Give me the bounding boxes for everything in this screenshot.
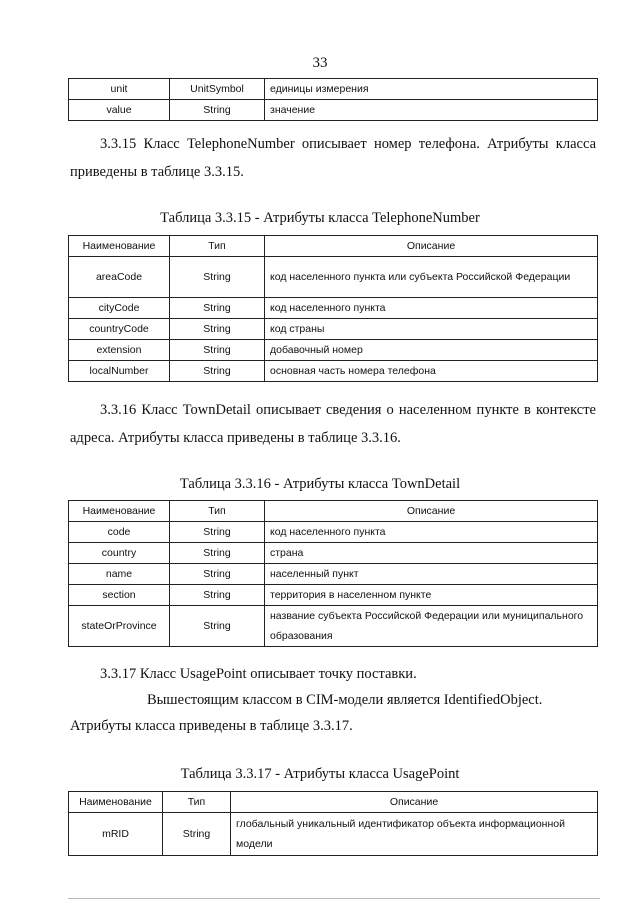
attr-name: unit <box>69 79 170 100</box>
page-bottom-divider <box>68 898 600 899</box>
table-row <box>69 361 598 382</box>
attr-type: String <box>170 257 265 298</box>
table-row <box>69 79 598 100</box>
attr-type: String <box>170 340 265 361</box>
attr-desc: страна <box>265 543 598 564</box>
attr-name: extension <box>69 340 170 361</box>
attr-type: String <box>163 813 231 856</box>
table-town-detail <box>68 500 598 647</box>
table-row <box>69 100 598 121</box>
column-header-type: Тип <box>163 792 231 813</box>
attr-name: localNumber <box>69 361 170 382</box>
attr-desc: значение <box>265 100 598 121</box>
table-row <box>69 564 598 585</box>
attr-type: String <box>170 522 265 543</box>
paragraph-3-3-16: 3.3.16 Класс TownDetail описывает сведения о населенном пункте в контексте адреса. Атрибуты класса приведены в таблице 3.3.16. <box>70 402 596 446</box>
attr-desc: добавочный номер <box>265 340 598 361</box>
attr-desc: код населенного пункта или субъекта Российской Федерации <box>265 257 598 298</box>
table-header-row <box>69 501 598 522</box>
attr-desc: глобальный уникальный идентификатор объекта информационной модели <box>231 813 598 856</box>
attr-type: String <box>170 585 265 606</box>
table-row <box>69 298 598 319</box>
table-row <box>69 813 598 856</box>
table-row <box>69 340 598 361</box>
attr-desc: единицы измерения <box>265 79 598 100</box>
column-header-description: Описание <box>265 501 598 522</box>
attr-name: areaCode <box>69 257 170 298</box>
attr-type: String <box>170 298 265 319</box>
column-header-name: Наименование <box>69 792 163 813</box>
attr-desc: территория в населенном пункте <box>265 585 598 606</box>
column-header-name: Наименование <box>69 236 170 257</box>
paragraph-3-3-17-line-3: Атрибуты класса приведены в таблице 3.3.17. <box>70 718 353 734</box>
table-row <box>69 543 598 564</box>
attr-type: String <box>170 361 265 382</box>
column-header-description: Описание <box>265 236 598 257</box>
attr-type: UnitSymbol <box>170 79 265 100</box>
table-caption-3-3-15: Таблица 3.3.15 - Атрибуты класса TelephoneNumber <box>160 210 480 226</box>
table-usage-point <box>68 791 598 856</box>
paragraph-3-3-17-line-1: 3.3.17 Класс UsagePoint описывает точку поставки. <box>100 666 417 682</box>
page-number: 33 <box>312 55 328 71</box>
attr-desc: название субъекта Российской Федерации или муниципального образования <box>265 606 598 647</box>
attr-name: country <box>69 543 170 564</box>
table-caption-3-3-17: Таблица 3.3.17 - Атрибуты класса UsagePoint <box>180 766 460 782</box>
column-header-type: Тип <box>170 501 265 522</box>
attr-type: String <box>170 543 265 564</box>
attr-desc: код населенного пункта <box>265 298 598 319</box>
table-telephone-number <box>68 235 598 382</box>
attr-desc: основная часть номера телефона <box>265 361 598 382</box>
attr-name: mRID <box>69 813 163 856</box>
attr-desc: код страны <box>265 319 598 340</box>
table-continuation <box>68 78 598 121</box>
table-header-row <box>69 792 598 813</box>
attr-type: String <box>170 606 265 647</box>
attr-name: code <box>69 522 170 543</box>
attr-type: String <box>170 100 265 121</box>
table-row <box>69 319 598 340</box>
paragraph-3-3-17-line-2: Вышестоящим классом в CIM-модели является IdentifiedObject. <box>147 692 543 708</box>
table-row <box>69 585 598 606</box>
paragraph-3-3-15: 3.3.15 Класс TelephoneNumber описывает номер телефона. Атрибуты класса приведены в таблице 3.3.15. <box>70 136 596 180</box>
attr-name: value <box>69 100 170 121</box>
attr-name: section <box>69 585 170 606</box>
attr-name: countryCode <box>69 319 170 340</box>
attr-name: name <box>69 564 170 585</box>
attr-type: String <box>170 319 265 340</box>
column-header-description: Описание <box>231 792 598 813</box>
attr-name: cityCode <box>69 298 170 319</box>
column-header-type: Тип <box>170 236 265 257</box>
attr-name: stateOrProvince <box>69 606 170 647</box>
column-header-name: Наименование <box>69 501 170 522</box>
table-caption-3-3-16: Таблица 3.3.16 - Атрибуты класса TownDetail <box>179 476 461 492</box>
attr-desc: населенный пункт <box>265 564 598 585</box>
table-row <box>69 257 598 298</box>
table-header-row <box>69 236 598 257</box>
table-row <box>69 606 598 647</box>
attr-type: String <box>170 564 265 585</box>
attr-desc: код населенного пункта <box>265 522 598 543</box>
table-row <box>69 522 598 543</box>
